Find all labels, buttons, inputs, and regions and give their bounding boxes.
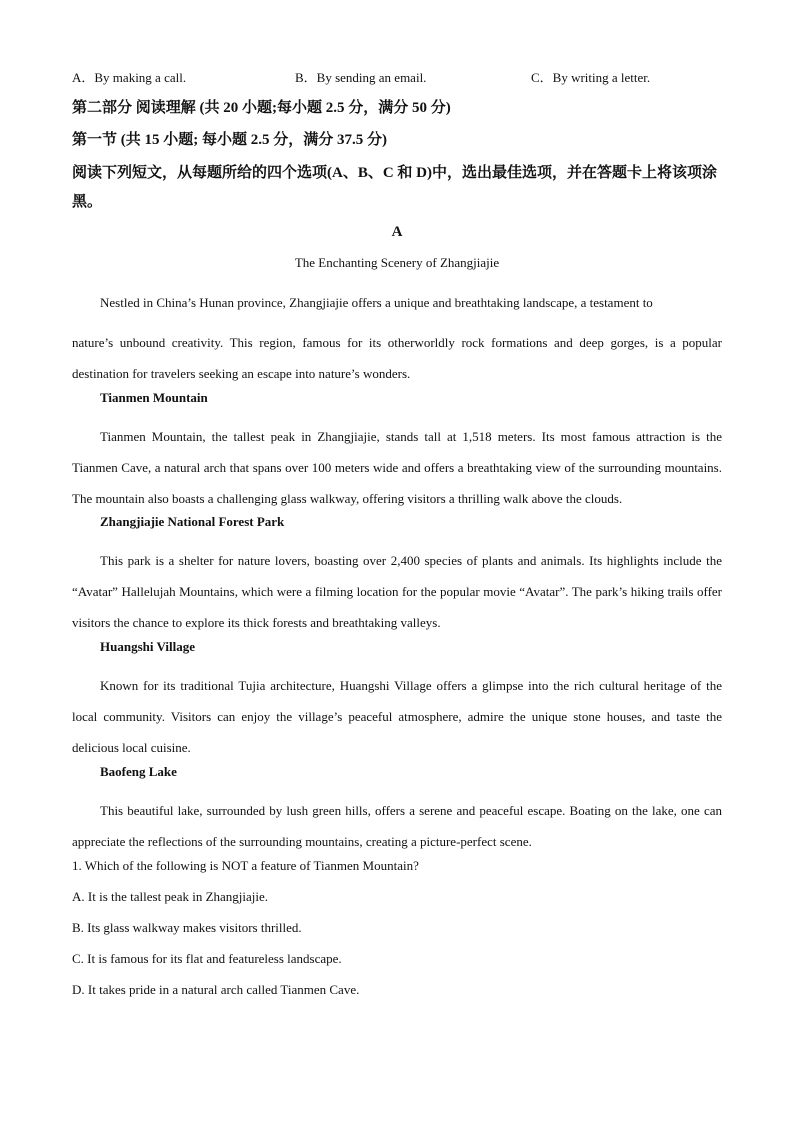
- option-c: C．By writing a letter.: [531, 70, 651, 85]
- section-heading: Tianmen Mountain: [100, 390, 208, 405]
- answer-option: B. Its glass walkway makes visitors thrilled.: [72, 920, 302, 935]
- section-paragraph: This park is a shelter for nature lovers, boasting over 2,400 species of plants and animals. Its highlights include the “Avatar” Hallelujah Mountains, which were a filming location for the popular movie “Avatar”. The park’s hiking trails offer visitors the chance to explore its thick forests and breathtaking valleys.: [72, 553, 722, 630]
- instructions: 阅读下列短文，从每题所给的四个选项(A、B、C 和 D)中，选出最佳选项，并在答题卡上将该项涂黑。: [72, 165, 717, 210]
- section-header: 第一节 (共 15 小题; 每小题 2.5 分，满分 37.5 分): [72, 132, 387, 148]
- section-heading: Baofeng Lake: [100, 764, 177, 779]
- option-a: A．By making a call.: [72, 70, 187, 85]
- passage-title: The Enchanting Scenery of Zhangjiajie: [294, 255, 500, 270]
- answer-option: A. It is the tallest peak in Zhangjiajie.: [72, 889, 269, 904]
- intro-paragraph-rest: nature’s unbound creativity. This region, famous for its otherworldly rock formations and deep gorges, is a popular destination for travelers seeking an escape into nature’s wonders.: [72, 335, 722, 381]
- passage-letter: A: [391, 224, 403, 240]
- previous-question-options: [72, 67, 732, 87]
- option-b: B．By sending an email.: [295, 70, 427, 85]
- answer-option: C. It is famous for its flat and featureless landscape.: [72, 951, 342, 966]
- section-paragraph: Tianmen Mountain, the tallest peak in Zhangjiajie, stands tall at 1,518 meters. Its most famous attraction is the Tianmen Cave, a natural arch that spans over 100 meters wide and offers a breathtaking view of the surrounding mountains. The mountain also boasts a challenging glass walkway, offering visitors a thrilling walk above the clouds.: [72, 429, 722, 506]
- question-stem: 1. Which of the following is NOT a feature of Tianmen Mountain?: [72, 858, 419, 873]
- section-paragraph: Known for its traditional Tujia architecture, Huangshi Village offers a glimpse into the rich cultural heritage of the local community. Visitors can enjoy the village’s peaceful atmosphere, admire the unique stone houses, and taste the delicious local cuisine.: [72, 678, 722, 755]
- section-heading: Zhangjiajie National Forest Park: [100, 514, 285, 529]
- part-header: 第二部分 阅读理解 (共 20 小题;每小题 2.5 分，满分 50 分): [72, 100, 451, 116]
- answer-option: D. It takes pride in a natural arch called Tianmen Cave.: [72, 982, 360, 997]
- intro-paragraph-line1: Nestled in China’s Hunan province, Zhangjiajie offers a unique and breathtaking landscape, a testament to: [100, 295, 653, 310]
- section-heading: Huangshi Village: [100, 639, 195, 654]
- section-paragraph: This beautiful lake, surrounded by lush green hills, offers a serene and peaceful escape. Boating on the lake, one can appreciate the reflections of the surrounding mountains, creating a picture-perfect scene.: [72, 803, 722, 849]
